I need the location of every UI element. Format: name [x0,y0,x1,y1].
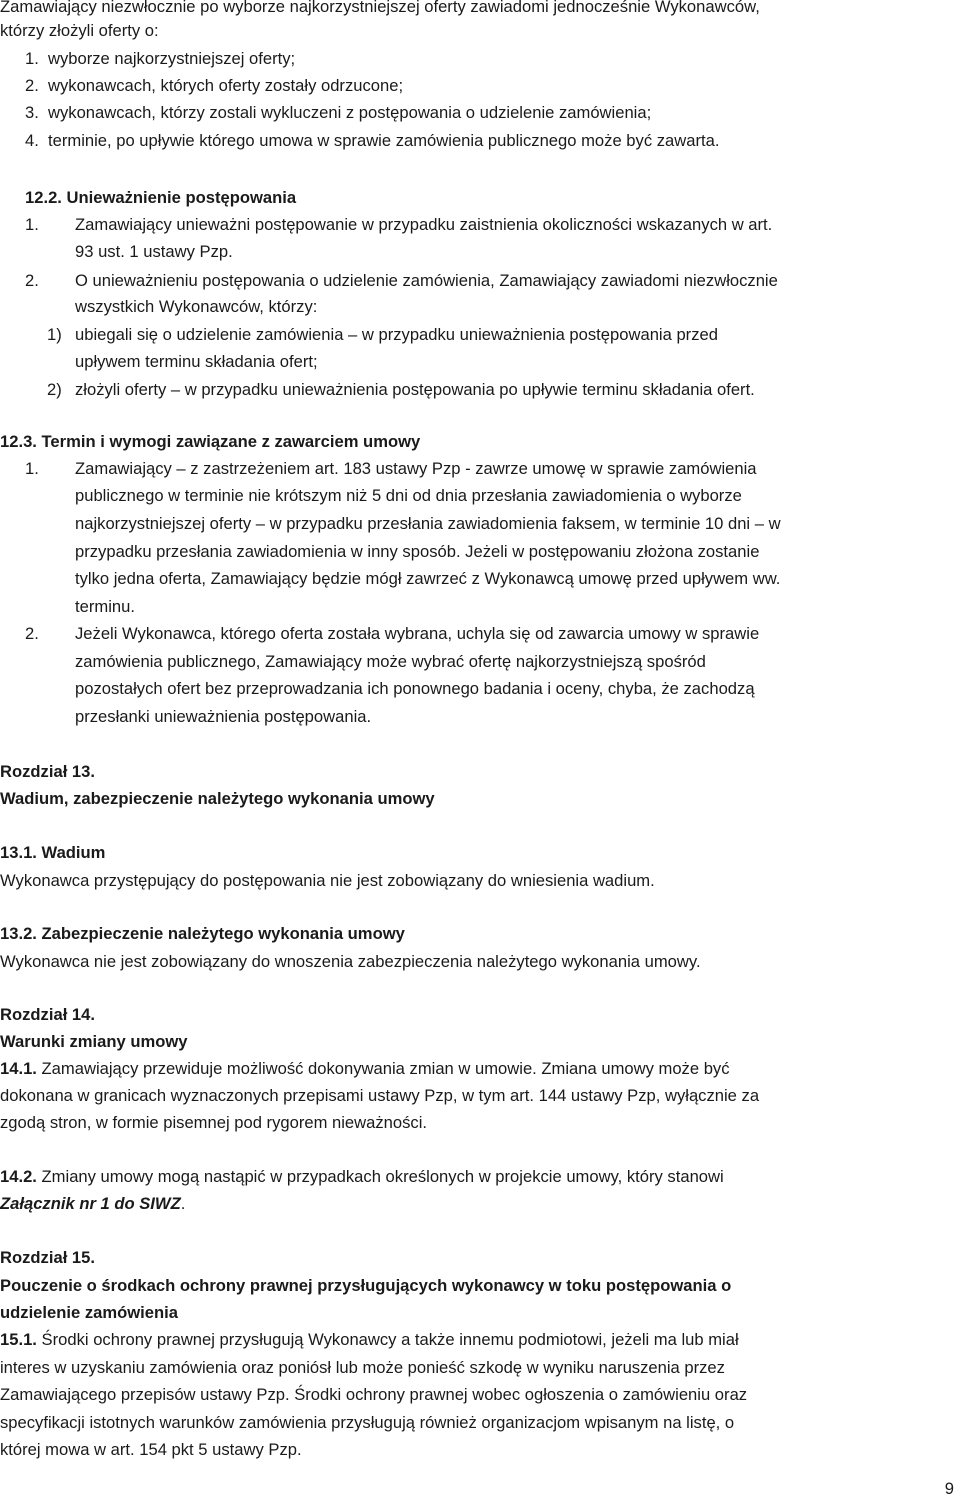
chapter-15-label: Rozdział 15. [0,1248,95,1267]
section-14-1-line-2: dokonana w granicach wyznaczonych przepisami ustawy Pzp, w tym art. 144 ustawy Pzp, wyłącznie za [0,1086,760,1105]
section-12-3-p1-line-4: przypadku przesłania zawiadomienia w inny sposób. Jeżeli w postępowaniu złożona zostanie [75,542,760,561]
section-12-2-heading: 12.2. Unieważnienie postępowania [25,188,297,207]
section-12-3-p2-line-3: pozostałych ofert bez przeprowadzania ich ponownego badania i oceny, chyba, że zachodzą [75,679,755,698]
section-12-2-p2-line-1: O unieważnieniu postępowania o udzielenie zamówienia, Zamawiający zawiadomi niezwłocznie [75,271,778,290]
section-12-3-p1-line-3: najkorzystniejszej oferty – w przypadku przesłania zawiadomienia faksem, w terminie 10 dni – w [75,514,781,533]
section-14-1-number: 14.1. [0,1059,37,1078]
section-12-2-p2-number: 2. [25,271,39,290]
intro-item-4-number: 4. [25,131,39,150]
section-12-3-p2-number: 2. [25,624,39,643]
chapter-14-title: Warunki zmiany umowy [0,1032,188,1051]
attachment-reference: Załącznik nr 1 do SIWZ [0,1194,181,1213]
section-14-2-line-1 [0,1166,724,1188]
section-15-1-line-5: której mowa w art. 154 pkt 5 ustawy Pzp. [0,1440,302,1459]
section-12-2-sub2-line-1: złożyli oferty – w przypadku unieważnienia postępowania po upływie terminu składania ofert. [75,380,755,399]
section-15-1-line-1 [0,1329,739,1351]
intro-item-4-text: terminie, po upływie którego umowa w sprawie zamówienia publicznego może być zawarta. [48,131,720,150]
section-12-2-p2-line-2: wszystkich Wykonawców, którzy: [75,297,318,316]
section-12-2-sub2-number: 2) [47,380,62,399]
section-14-2-text-1: Zmiany umowy mogą nastąpić w przypadkach określonych w projekcie umowy, który stanowi [41,1167,724,1186]
intro-item-2-text: wykonawcach, których oferty zostały odrzucone; [48,76,404,95]
chapter-13-label: Rozdział 13. [0,762,95,781]
intro-line-1: Zamawiający niezwłocznie po wyborze najkorzystniejszej oferty zawiadomi jednocześnie Wykonawców, [0,0,760,16]
section-14-2-line-2-end: . [180,1194,186,1213]
chapter-15-title-line-2: udzielenie zamówienia [0,1303,178,1322]
section-15-1-line-2: interes w uzyskaniu zamówienia oraz poniósł lub może ponieść szkodę w wyniku naruszenia przez [0,1358,725,1377]
section-15-1-line-4: specyfikacji istotnych warunków zamówienia przysługują również organizacjom wpisanym na listę, o [0,1413,735,1432]
chapter-13-title: Wadium, zabezpieczenie należytego wykonania umowy [0,789,435,808]
section-12-2-sub1-line-2: upływem terminu składania ofert; [75,352,318,371]
section-13-1-text: Wykonawca przystępujący do postępowania nie jest zobowiązany do wniesienia wadium. [0,871,655,890]
section-13-2-text: Wykonawca nie jest zobowiązany do wnoszenia zabezpieczenia należytego wykonania umowy. [0,952,701,971]
section-14-2-number: 14.2. [0,1167,37,1186]
section-12-3-heading: 12.3. Termin i wymogi zawiązane z zawarciem umowy [0,432,421,451]
section-12-3-p1-number: 1. [25,459,39,478]
intro-line-2: którzy złożyli oferty o: [0,21,159,40]
intro-item-2-number: 2. [25,76,39,95]
section-13-1-heading: 13.1. Wadium [0,843,106,862]
section-12-3-p1-line-6: terminu. [75,597,135,616]
intro-item-3-text: wykonawcach, którzy zostali wykluczeni z postępowania o udzielenie zamówienia; [48,103,652,122]
section-15-1-number: 15.1. [0,1330,37,1349]
section-12-3-p2-line-2: zamówienia publicznego, Zamawiający może wybrać ofertę najkorzystniejszą spośród [75,652,706,671]
section-12-2-p1-line-1: Zamawiający unieważni postępowanie w przypadku zaistnienia okoliczności wskazanych w art. [75,215,773,234]
section-14-2-line-2 [0,1193,185,1215]
section-12-3-p2-line-1: Jeżeli Wykonawca, którego oferta została wybrana, uchyla się od zawarcia umowy w sprawie [75,624,760,643]
section-12-3-p1-line-1: Zamawiający – z zastrzeżeniem art. 183 ustawy Pzp - zawrze umowę w sprawie zamówienia [75,459,757,478]
section-14-1-line-1 [0,1058,954,1080]
chapter-15-title-line-1: Pouczenie o środkach ochrony prawnej przysługujących wykonawcy w toku postępowania o [0,1276,732,1295]
section-12-3-p1-line-2: publicznego w terminie nie krótszym niż 5 dni od dnia przesłania zawiadomienia o wyborze [75,486,742,505]
section-12-3-p2-line-4: przesłanki unieważnienia postępowania. [75,707,372,726]
chapter-14-label: Rozdział 14. [0,1005,95,1024]
section-12-2-sub1-line-1: ubiegali się o udzielenie zamówienia – w przypadku unieważnienia postępowania przed [75,325,718,344]
section-12-2-sub1-number: 1) [47,325,62,344]
section-12-2-p1-number: 1. [25,215,39,234]
section-14-1-line-3: zgodą stron, w formie pisemnej pod rygorem nieważności. [0,1113,428,1132]
section-15-1-text-1: Środki ochrony prawnej przysługują Wykonawcy a także innemu podmiotowi, jeżeli ma lub miał [41,1330,739,1349]
intro-item-3-number: 3. [25,103,39,122]
intro-item-1-number: 1. [25,49,39,68]
section-15-1-line-3: Zamawiającego przepisów ustawy Pzp. Środki ochrony prawnej wobec ogłoszenia o zamówieniu oraz [0,1385,748,1404]
section-13-2-heading: 13.2. Zabezpieczenie należytego wykonania umowy [0,924,405,943]
section-14-1-text-1: Zamawiający przewiduje możliwość dokonywania zmian w umowie. Zmiana umowy może być [41,1059,730,1078]
intro-item-1-text: wyborze najkorzystniejszej oferty; [48,49,296,68]
section-12-3-p1-line-5: tylko jedna oferta, Zamawiający będzie mógł zawrzeć z Wykonawcą umowę przed upływem ww. [75,569,781,588]
page-number: 9 [944,1479,954,1498]
section-12-2-p1-line-2: 93 ust. 1 ustawy Pzp. [75,242,233,261]
